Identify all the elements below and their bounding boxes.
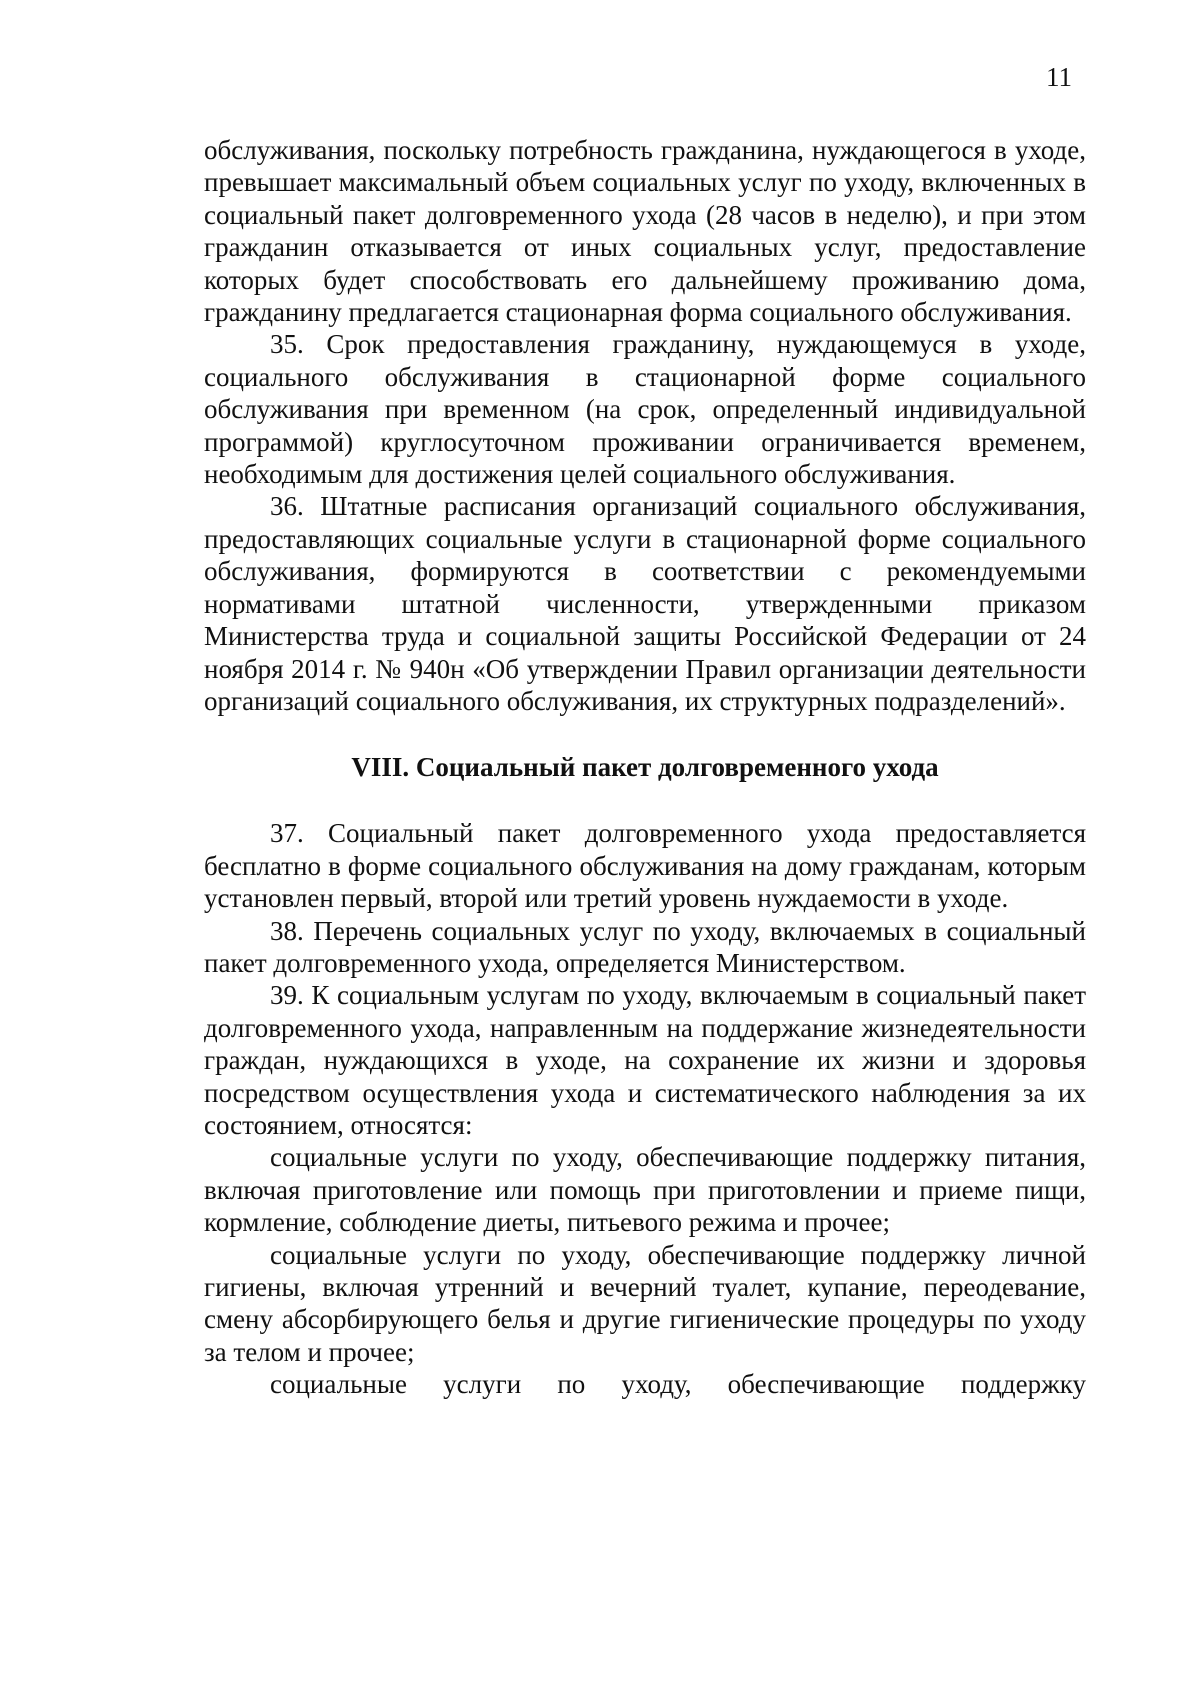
paragraph-38: 38. Перечень социальных услуг по уходу, включаемых в социальный пакет долговременного ухода, определяется Министерством.: [204, 915, 1086, 978]
section-heading: VIII. Социальный пакет долговременного ухода: [351, 752, 939, 783]
paragraph-continuation: обслуживания, поскольку потребность гражданина, нуждающегося в уходе, превышает максимальный объем социальных услуг по уходу, включенных в социальный пакет долговременного ухода (28 часов в неделю), и при этом гражданин отказывается от иных социальных услуг, предоставление которых будет способствовать его дальнейшему проживанию дома, гражданину предлагается стационарная форма социального обслуживания.: [204, 135, 1086, 328]
paragraph-39: 39. К социальным услугам по уходу, включаемым в социальный пакет долговременного ухода, направленным на поддержание жизнедеятельности граждан, нуждающихся в уходе, на сохранение их жизни и здоровья посредством осуществления ухода и систематического наблюдения за их состоянием, относятся:: [204, 980, 1086, 1140]
list-item-hygiene: социальные услуги по уходу, обеспечивающие поддержку личной гигиены, включая утренний и вечерний туалет, купание, переодевание, смену абсорбирующего белья и другие гигиенические процедуры по уходу за телом и прочее;: [204, 1239, 1086, 1367]
page-number: 11: [1046, 62, 1072, 92]
paragraph-37: 37. Социальный пакет долговременного ухода предоставляется бесплатно в форме социального обслуживания на дому гражданам, которым установлен первый, второй или третий уровень нуждаемости в уходе.: [204, 818, 1086, 914]
document-body: [204, 134, 1086, 1401]
paragraph-35: 35. Срок предоставления гражданину, нуждающемуся в уходе, социального обслуживания в стационарной форме социального обслуживания при временном (на срок, определенный индивидуальной программой) круглосуточном проживании ограничивается временем, необходимым для достижения целей социального обслуживания.: [204, 329, 1086, 490]
paragraph-36: 36. Штатные расписания организаций социального обслуживания, предоставляющих социальные услуги в стационарной форме социального обслуживания, формируются в соответствии с рекомендуемыми нормативами штатной численности, утвержденными приказом Министерства труда и социальной защиты Российской Федерации от 24 ноября 2014 г. № 940н «Об утверждении Правил организации деятельности организаций социального обслуживания, их структурных подразделений».: [204, 491, 1086, 716]
list-item-nutrition: социальные услуги по уходу, обеспечивающие поддержку питания, включая приготовление или помощь при приготовлении и приеме пищи, кормление, соблюдение диеты, питьевого режима и прочее;: [204, 1142, 1086, 1238]
list-item-truncated: социальные услуги по уходу, обеспечивающие поддержку: [270, 1369, 1086, 1400]
